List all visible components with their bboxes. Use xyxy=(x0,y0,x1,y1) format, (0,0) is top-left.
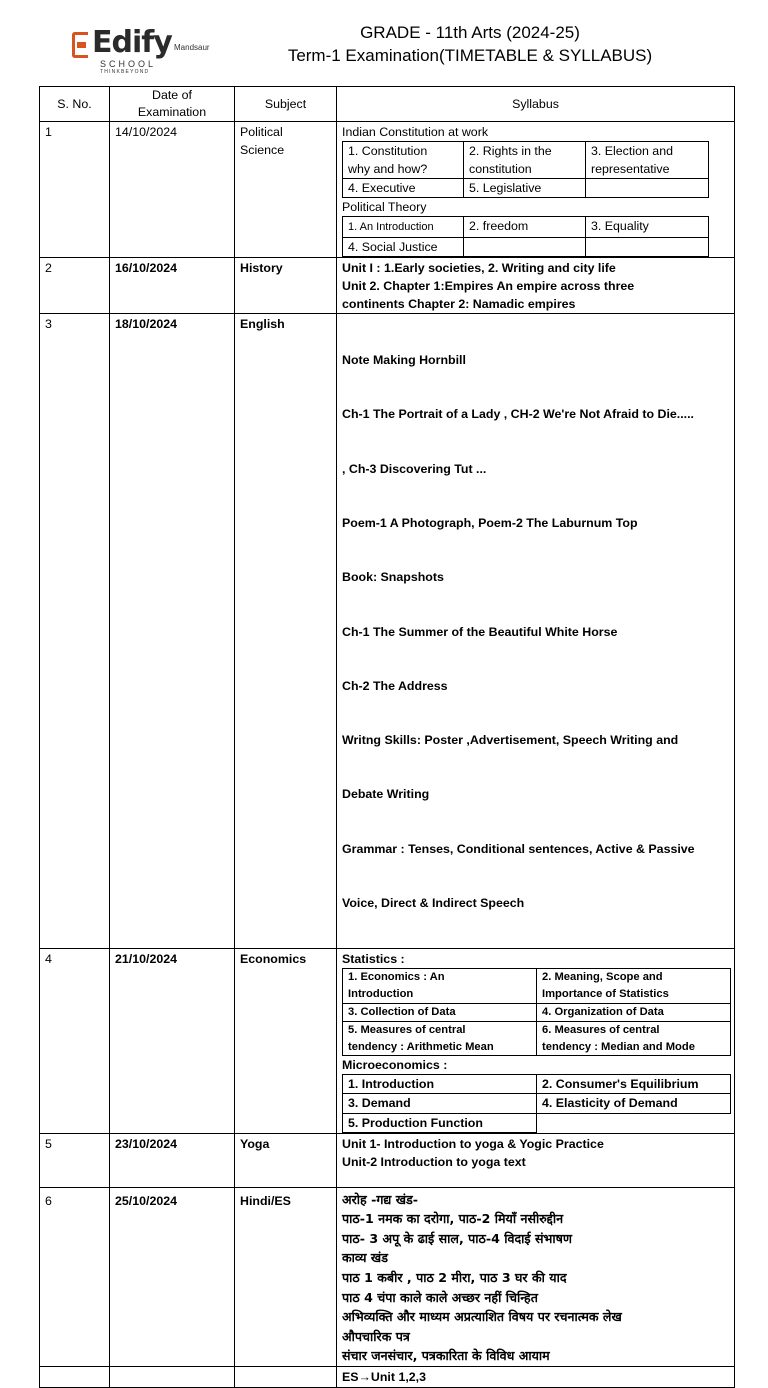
topic-cell: 4. Elasticity of Demand xyxy=(537,1094,731,1113)
cell-date: 16/10/2024 xyxy=(110,257,235,313)
syllabus-subtable xyxy=(342,141,709,198)
cell-syllabus xyxy=(337,313,735,948)
cell-syllabus xyxy=(337,257,735,313)
logo-wordmark: Edify xyxy=(92,25,172,60)
topic-cell xyxy=(343,142,464,179)
syllabus-line: काव्य खंड xyxy=(342,1250,388,1266)
table-row xyxy=(40,257,735,313)
cell-sno: 6 xyxy=(40,1187,110,1366)
syllabus-line: पाठ 4 चंपा काले काले अच्छर नहीं चिन्हित xyxy=(342,1289,538,1305)
topic-cell xyxy=(586,237,709,256)
col-sno-label: S. No. xyxy=(57,96,92,111)
logo-tagline: THINKBEYOND xyxy=(100,69,150,75)
cell-date: 25/10/2024 xyxy=(110,1187,235,1366)
topic-cell xyxy=(343,969,537,1004)
topic-cell xyxy=(464,237,586,256)
topic-cell: 2. freedom xyxy=(464,217,586,237)
cell-sno: 5 xyxy=(40,1133,110,1187)
topic-cell xyxy=(586,179,709,198)
topic-cell: 3. Equality xyxy=(586,217,709,237)
col-header-syllabus xyxy=(337,87,735,122)
cell-date: 18/10/2024 xyxy=(110,313,235,948)
topic-line: Importance of Statistics xyxy=(542,988,669,1001)
syllabus-heading: Political Theory xyxy=(342,200,427,215)
topic-cell xyxy=(537,1021,731,1056)
syllabus-line: Unit 2. Chapter 1:Empires An empire across three xyxy=(342,278,635,293)
syllabus-line: औपचारिक पत्र xyxy=(342,1328,410,1344)
topic-cell: 5. Production Function xyxy=(343,1113,537,1132)
col-subject-label: Subject xyxy=(264,96,307,111)
topic-line: 1. An Introduction xyxy=(348,221,434,234)
cell-subject: Hindi/ES xyxy=(235,1187,337,1366)
syllabus-line: Poem-1 A Photograph, Poem-2 The Laburnum Top xyxy=(342,515,638,530)
subject-line: Political xyxy=(240,125,283,139)
cell-sno: 1 xyxy=(40,122,110,258)
col-date-label-2: Examination xyxy=(137,105,207,119)
topic-cell xyxy=(537,1113,731,1132)
topic-line: 1. Constitution xyxy=(348,144,428,159)
table-row xyxy=(40,122,735,258)
topic-line: 6. Measures of central xyxy=(542,1023,660,1036)
col-header-date xyxy=(110,87,235,122)
syllabus-line: Grammar : Tenses, Conditional sentences, Active & Passive xyxy=(342,841,695,856)
topic-line: 2. Rights in the xyxy=(469,144,552,159)
syllabus-line: Unit 1- Introduction to yoga & Yogic Practice xyxy=(342,1136,604,1151)
page-title xyxy=(230,21,710,67)
topic-line: tendency : Median and Mode xyxy=(542,1040,695,1053)
table-row xyxy=(40,1187,735,1366)
topic-cell: 4. Organization of Data xyxy=(537,1003,731,1021)
cell-subject xyxy=(235,122,337,258)
syllabus-line: Ch-1 The Summer of the Beautiful White Horse xyxy=(342,624,618,639)
col-syllabus-label: Syllabus xyxy=(512,96,559,111)
topic-cell xyxy=(586,142,709,179)
topic-line: constitution xyxy=(469,162,532,177)
syllabus-subtable xyxy=(342,968,731,1056)
syllabus-heading: Indian Constitution at work xyxy=(342,125,489,139)
topic-line: why and how? xyxy=(348,162,428,177)
syllabus-line: , Ch-3 Discovering Tut ... xyxy=(342,461,487,476)
table-row xyxy=(40,1367,735,1388)
syllabus-line: अरोह -गद्य खंड- xyxy=(342,1191,419,1207)
title-exam: Term-1 Examination(TIMETABLE & SYLLABUS) xyxy=(287,46,653,65)
topic-line: Introduction xyxy=(348,988,414,1001)
cell-subject xyxy=(235,1367,337,1388)
syllabus-line: संचार जनसंचार, पत्रकारिता के विविध आयाम xyxy=(342,1348,550,1364)
topic-line: 3. Election and xyxy=(591,144,673,159)
cell-sno: 3 xyxy=(40,313,110,948)
cell-date: 14/10/2024 xyxy=(110,122,235,258)
topic-line: 2. Meaning, Scope and xyxy=(542,971,663,984)
syllabus-subtable xyxy=(342,1074,731,1132)
cell-sno: 4 xyxy=(40,949,110,1133)
syllabus-line: Unit-2 Introduction to yoga text xyxy=(342,1154,526,1169)
table-row xyxy=(40,313,735,948)
topic-cell: 4. Executive xyxy=(343,179,464,198)
cell-subject: English xyxy=(235,313,337,948)
col-header-subject xyxy=(235,87,337,122)
topic-cell xyxy=(343,217,464,237)
cell-date: 21/10/2024 xyxy=(110,949,235,1133)
syllabus-subtable xyxy=(342,216,709,256)
syllabus-line: ES→Unit 1,2,3 xyxy=(342,1370,427,1385)
syllabus-line: Voice, Direct & Indirect Speech xyxy=(342,895,525,910)
logo-mark-icon xyxy=(72,32,90,58)
cell-subject: Economics xyxy=(235,949,337,1133)
cell-syllabus xyxy=(337,1367,735,1388)
cell-date xyxy=(110,1367,235,1388)
syllabus-line: Debate Writing xyxy=(342,787,430,802)
logo-school: SCHOOL xyxy=(100,59,157,69)
topic-cell xyxy=(343,1021,537,1056)
syllabus-line: अभिव्यक्ति और माध्यम अप्रत्याशित विषय पर रचनात्मक लेख xyxy=(342,1309,622,1325)
syllabus-line: पाठ 1 कबीर , पाठ 2 मीरा, पाठ 3 घर की याद xyxy=(342,1270,567,1286)
syllabus-line: पाठ-1 नमक का दरोगा, पाठ-2 मियाँ नसीरुद्दीन xyxy=(342,1211,564,1227)
timetable xyxy=(39,86,735,1388)
syllabus-line: Note Making Hornbill xyxy=(342,353,466,368)
syllabus-line: Book: Snapshots xyxy=(342,570,444,585)
cell-syllabus xyxy=(337,1133,735,1187)
topic-cell xyxy=(537,969,731,1004)
topic-cell: 5. Legislative xyxy=(464,179,586,198)
cell-subject: History xyxy=(235,257,337,313)
syllabus-line: Ch-1 The Portrait of a Lady , CH-2 We're Not Afraid to Die..... xyxy=(342,407,694,422)
topic-cell: 3. Collection of Data xyxy=(343,1003,537,1021)
syllabus-heading: Statistics : xyxy=(342,952,405,967)
cell-sno xyxy=(40,1367,110,1388)
cell-syllabus xyxy=(337,949,735,1133)
title-grade: GRADE - 11th Arts (2024-25) xyxy=(360,23,580,42)
subject-line: Science xyxy=(240,143,285,158)
topic-line: tendency : Arithmetic Mean xyxy=(348,1040,494,1053)
syllabus-line: पाठ- 3 अपू के ढाई साल, पाठ-4 विदाई संभाषण xyxy=(342,1230,573,1246)
topic-cell: 3. Demand xyxy=(343,1094,537,1113)
syllabus-heading: Microeconomics : xyxy=(342,1058,448,1073)
cell-date: 23/10/2024 xyxy=(110,1133,235,1187)
syllabus-line: Unit I : 1.Early societies, 2. Writing and city life xyxy=(342,260,616,275)
topic-cell: 1. Introduction xyxy=(343,1075,537,1094)
school-logo xyxy=(72,25,210,75)
logo-city: Mandsaur xyxy=(174,43,210,52)
col-date-label-1: Date of xyxy=(152,88,192,102)
table-row xyxy=(40,949,735,1133)
cell-sno: 2 xyxy=(40,257,110,313)
syllabus-line: Writng Skills: Poster ,Advertisement, Speech Writing and xyxy=(342,733,679,748)
table-header-row xyxy=(40,87,735,122)
col-header-sno xyxy=(40,87,110,122)
topic-cell xyxy=(464,142,586,179)
cell-syllabus xyxy=(337,122,735,258)
table-row xyxy=(40,1133,735,1187)
topic-line: 1. Economics : An xyxy=(348,971,445,984)
topic-cell: 4. Social Justice xyxy=(343,237,464,256)
cell-subject: Yoga xyxy=(235,1133,337,1187)
cell-syllabus xyxy=(337,1187,735,1366)
syllabus-line: Ch-2 The Address xyxy=(342,678,448,693)
topic-line: representative xyxy=(591,162,670,177)
topic-cell: 2. Consumer's Equilibrium xyxy=(537,1075,731,1094)
topic-line: 5. Measures of central xyxy=(348,1023,466,1036)
syllabus-line: continents Chapter 2: Namadic empires xyxy=(342,296,576,311)
